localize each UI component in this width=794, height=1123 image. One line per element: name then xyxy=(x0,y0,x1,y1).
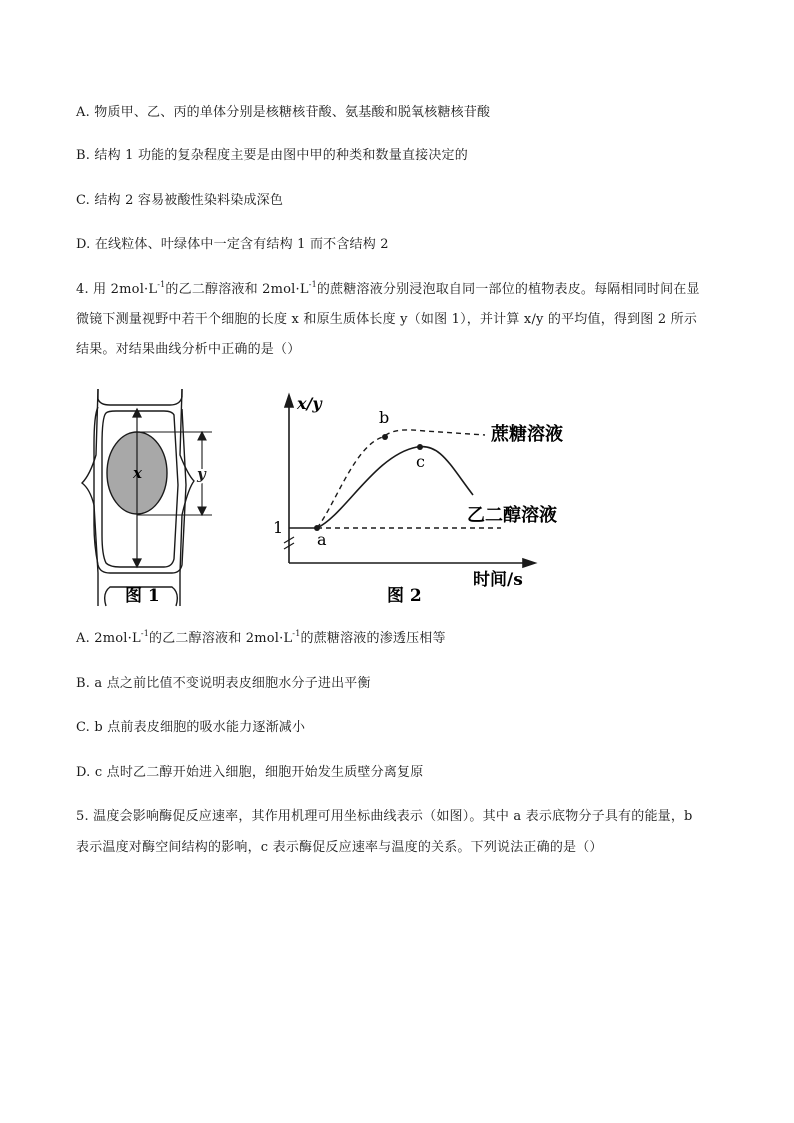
question-4-line2: 微镜下测量视野中若干个细胞的长度 x 和原生质体长度 y（如图 1），并计算 x/y 的平均值，得到图 2 所示 xyxy=(76,312,698,327)
point-b-label: b xyxy=(379,408,390,427)
q4-text-part1: 4. 用 2mol·L xyxy=(76,282,158,297)
point-c-marker xyxy=(417,444,423,450)
option-q3-a: A. 物质甲、乙、丙的单体分别是核糖核苷酸、氨基酸和脱氧核糖核苷酸 xyxy=(76,105,491,120)
unit-superscript: -1 xyxy=(292,628,301,638)
figure-2-caption: 图 2 xyxy=(387,586,422,606)
option-q4-a-part3: 的蔗糖溶液的渗透压相等 xyxy=(300,631,446,646)
label-x: x xyxy=(133,464,142,482)
option-q4-d: D. c 点时乙二醇开始进入细胞，细胞开始发生质壁分离复原 xyxy=(76,765,424,780)
label-y: y xyxy=(197,465,206,483)
option-q4-b: B. a 点之前比值不变说明表皮细胞水分子进出平衡 xyxy=(76,676,371,691)
legend-glycol: 乙二醇溶液 xyxy=(467,505,557,526)
q4-text-part3: 的蔗糖溶液分别浸泡取自同一部位的植物表皮。每隔相同时间在显 xyxy=(316,282,700,297)
option-q3-d: D. 在线粒体、叶绿体中一定含有结构 1 而不含结构 2 xyxy=(76,237,389,252)
q4-text-part2: 的乙二醇溶液和 2mol·L xyxy=(165,282,309,297)
figure-1-caption: 图 1 xyxy=(125,586,160,606)
option-q4-a-part2: 的乙二醇溶液和 2mol·L xyxy=(149,631,293,646)
unit-superscript: -1 xyxy=(308,279,317,289)
legend-sucrose: 蔗糖溶液 xyxy=(491,424,563,445)
question-4-line3: 结果。对结果曲线分析中正确的是（） xyxy=(76,342,301,357)
sucrose-curve xyxy=(317,430,485,528)
unit-superscript: -1 xyxy=(157,279,166,289)
x-axis-label: 时间/s xyxy=(473,570,523,590)
question-5-line2: 表示温度对酶空间结构的影响，c 表示酶促反应速率与温度的关系。下列说法正确的是（） xyxy=(76,840,603,855)
unit-superscript: -1 xyxy=(140,628,150,638)
option-q4-a xyxy=(76,628,446,650)
option-q4-c: C. b 点前表皮细胞的吸水能力逐渐减小 xyxy=(76,720,306,735)
question-5-line1: 5. 温度会影响酶促反应速率，其作用机理可用坐标曲线表示（如图）。其中 a 表示底物分子具有的能量，b xyxy=(76,809,693,824)
option-q4-a-part1: A. 2mol·L xyxy=(76,631,141,646)
question-4-line1 xyxy=(76,279,700,301)
option-q3-c: C. 结构 2 容易被酸性染料染成深色 xyxy=(76,193,284,208)
y-axis-label: x/y xyxy=(297,394,322,413)
point-b-marker xyxy=(382,434,388,440)
tick-label-1: 1 xyxy=(273,518,284,537)
point-c-label: c xyxy=(416,452,425,471)
figure-2-curve-chart xyxy=(265,385,575,610)
figure-1-cell-diagram xyxy=(76,385,226,610)
option-q3-b: B. 结构 1 功能的复杂程度主要是由图中甲的种类和数量直接决定的 xyxy=(76,148,468,163)
point-a-label: a xyxy=(317,530,327,549)
